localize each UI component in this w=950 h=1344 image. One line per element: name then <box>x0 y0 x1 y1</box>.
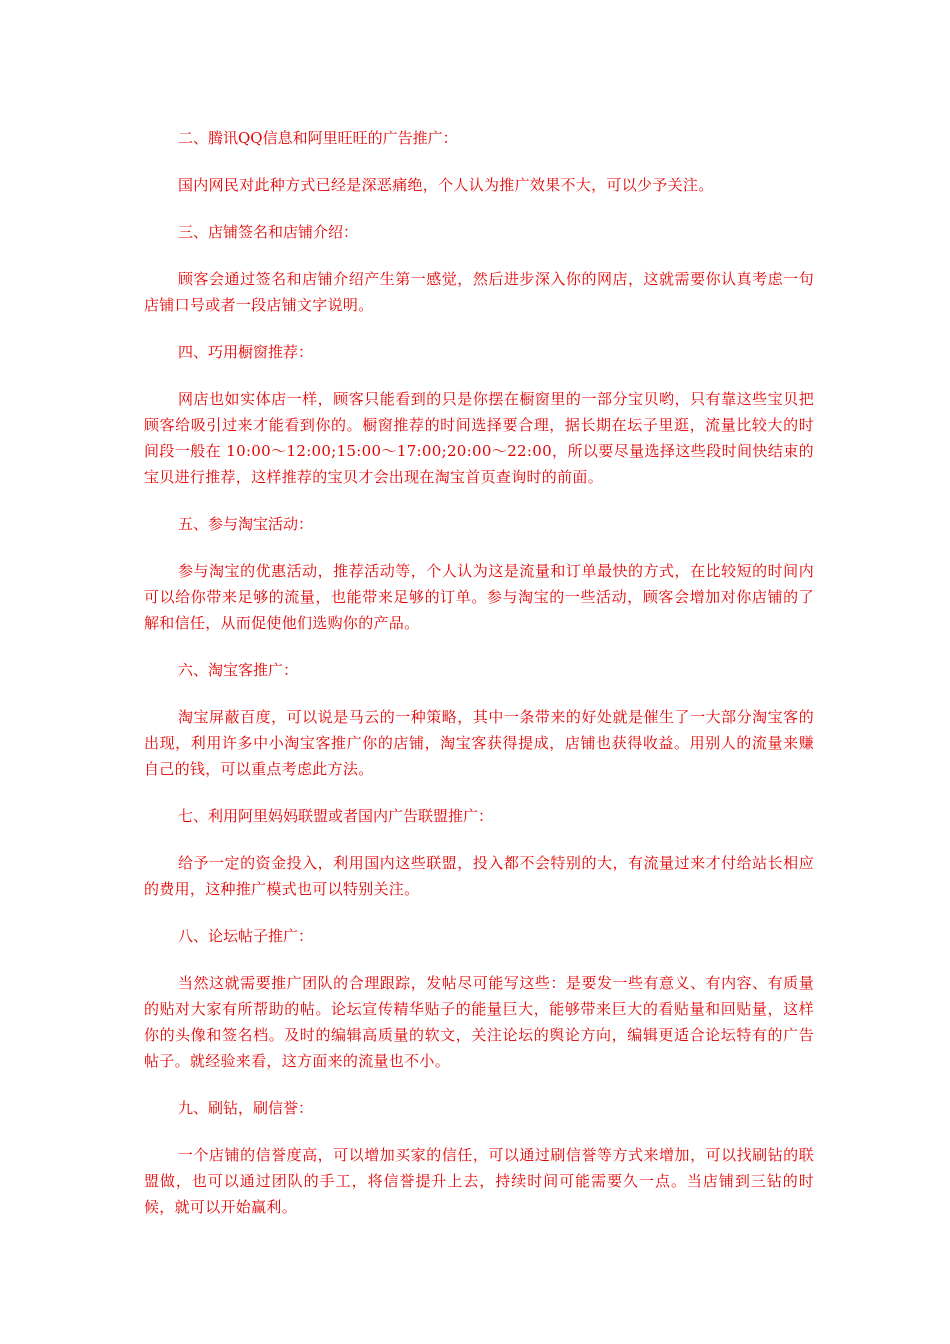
document-body <box>144 125 814 1241</box>
section-heading-2: 二、腾讯QQ信息和阿里旺旺的广告推广： <box>178 129 458 147</box>
section-body-2: 国内网民对此种方式已经是深恶痛绝，个人认为推广效果不大，可以少予关注。 <box>178 176 714 194</box>
section-heading-8: 八、论坛帖子推广： <box>178 927 314 945</box>
section-heading-3: 三、店铺签名和店铺介绍： <box>178 223 359 241</box>
section-body-5: 参与淘宝的优惠活动，推荐活动等，个人认为这是流量和订单最快的方式，在比较短的时间内可以给你带来足够的流量，也能带来足够的订单。参与淘宝的一些活动，顾客会增加对你店铺的了解和信任，从而促使他们选购你的产品。 <box>144 562 814 632</box>
section-heading-6: 六、淘宝客推广： <box>178 661 299 679</box>
section-heading-7: 七、利用阿里妈妈联盟或者国内广告联盟推广： <box>178 807 494 825</box>
section-heading-9: 九、刷钻，刷信誉： <box>178 1099 314 1117</box>
section-body-4: 网店也如实体店一样，顾客只能看到的只是你摆在橱窗里的一部分宝贝哟，只有靠这些宝贝把顾客给吸引过来才能看到你的。橱窗推荐的时间选择要合理，据长期在坛子里逛，流量比较大的时间段一般在 10:00～12:00;15:00～17:00;20:00～22:00，所以要尽量选择这些段时间快结束的宝贝进行推荐，这样推荐的宝贝才会出现在淘宝首页查询时的前面。 <box>144 390 814 486</box>
section-body-9: 一个店铺的信誉度高，可以增加买家的信任，可以通过刷信誉等方式来增加，可以找刷钻的联盟做，也可以通过团队的手工，将信誉提升上去，持续时间可能需要久一点。当店铺到三钻的时候，就可以开始赢利。 <box>144 1146 814 1216</box>
section-heading-5: 五、参与淘宝活动： <box>178 515 314 533</box>
section-body-3: 顾客会通过签名和店铺介绍产生第一感觉，然后进步深入你的网店，这就需要你认真考虑一句店铺口号或者一段店铺文字说明。 <box>144 270 814 314</box>
section-heading-4: 四、巧用橱窗推荐： <box>178 343 314 361</box>
section-body-6: 淘宝屏蔽百度，可以说是马云的一种策略，其中一条带来的好处就是催生了一大部分淘宝客的出现，利用许多中小淘宝客推广你的店铺，淘宝客获得提成，店铺也获得收益。用别人的流量来赚自己的钱，可以重点考虑此方法。 <box>144 708 814 778</box>
section-body-7: 给予一定的资金投入，利用国内这些联盟，投入都不会特别的大，有流量过来才付给站长相应的费用，这种推广模式也可以特别关注。 <box>144 854 814 898</box>
section-body-8: 当然这就需要推广团队的合理跟踪，发帖尽可能写这些：是要发一些有意义、有内容、有质量的贴对大家有所帮助的帖。论坛宣传精华贴子的能量巨大，能够带来巨大的看贴量和回贴量，这样你的头像和签名档。及时的编辑高质量的软文，关注论坛的舆论方向，编辑更适合论坛特有的广告帖子。就经验来看，这方面来的流量也不小。 <box>144 974 814 1070</box>
